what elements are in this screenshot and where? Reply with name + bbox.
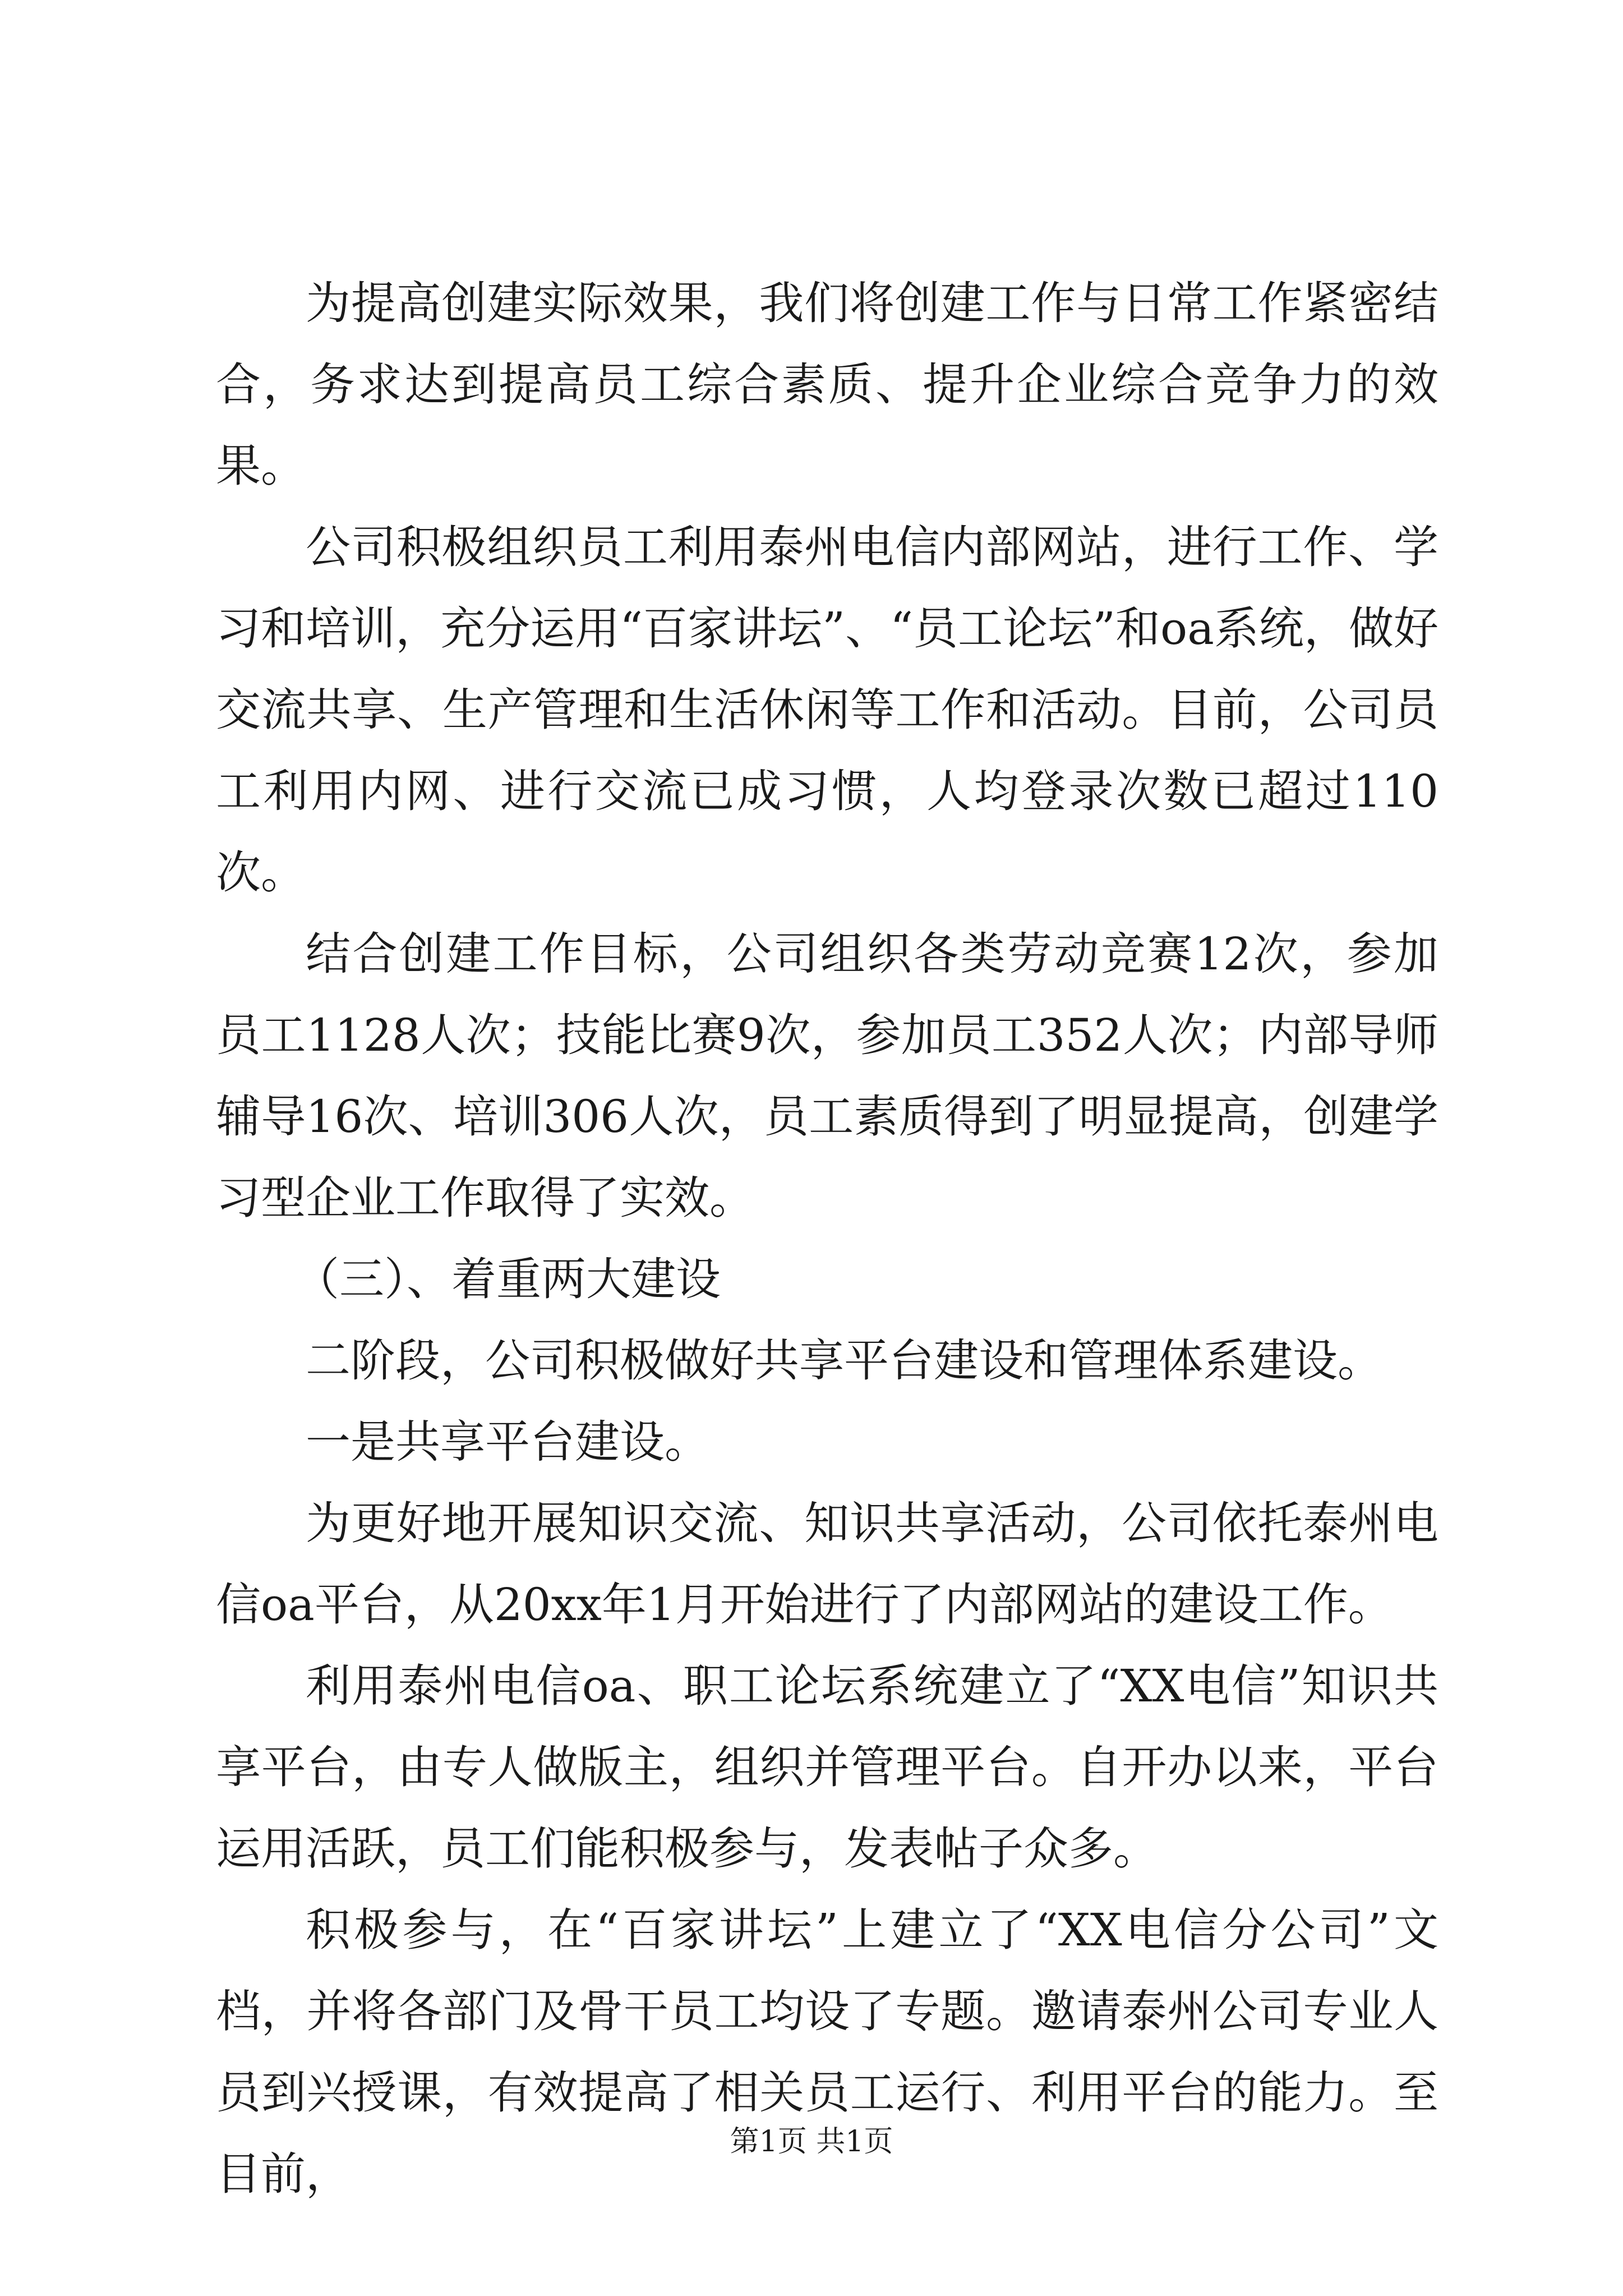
paragraph-3: 结合创建工作目标，公司组织各类劳动竞赛12次，参加员工1128人次；技能比赛9次，参加员工352人次；内部导师辅导16次、培训306人次，员工素质得到了明显提高，创建学习型企业工作取得了实效。	[216, 928, 1438, 1224]
paragraph-2: 公司积极组织员工利用泰州电信内部网站，进行工作、学习和培训，充分运用“百家讲坛”、“员工论坛”和oa系统，做好交流共享、生产管理和生活休闲等工作和活动。目前，公司员工利用内网、进行交流已成习惯，人均登录次数已超过110次。	[216, 521, 1438, 899]
paragraph-9: 积极参与，在“百家讲坛”上建立了“XX电信分公司”文档，并将各部门及骨干员工均设了专题。邀请泰州公司专业人员到兴授课，有效提高了相关员工运行、利用平台的能力。至目前，	[216, 1904, 1438, 2200]
paragraph-7: 为更好地开展知识交流、知识共享活动，公司依托泰州电信oa平台，从20xx年1月开始进行了内部网站的建设工作。	[216, 1497, 1438, 1631]
section-heading: （三）、着重两大建设	[294, 1253, 721, 1305]
page-footer: 第1页 共1页	[730, 2125, 893, 2159]
paragraph-8: 利用泰州电信oa、职工论坛系统建立了“XX电信”知识共享平台，由专人做版主，组织并管理平台。自开办以来，平台运用活跃，员工们能积极参与，发表帖子众多。	[216, 1660, 1438, 1875]
document-body	[216, 263, 1438, 2215]
paragraph-1: 为提高创建实际效果，我们将创建工作与日常工作紧密结合，务求达到提高员工综合素质、提升企业综合竞争力的效果。	[216, 277, 1438, 492]
paragraph-6: 一是共享平台建设。	[306, 1416, 709, 1468]
paragraph-5: 二阶段，公司积极做好共享平台建设和管理体系建设。	[306, 1335, 1382, 1387]
